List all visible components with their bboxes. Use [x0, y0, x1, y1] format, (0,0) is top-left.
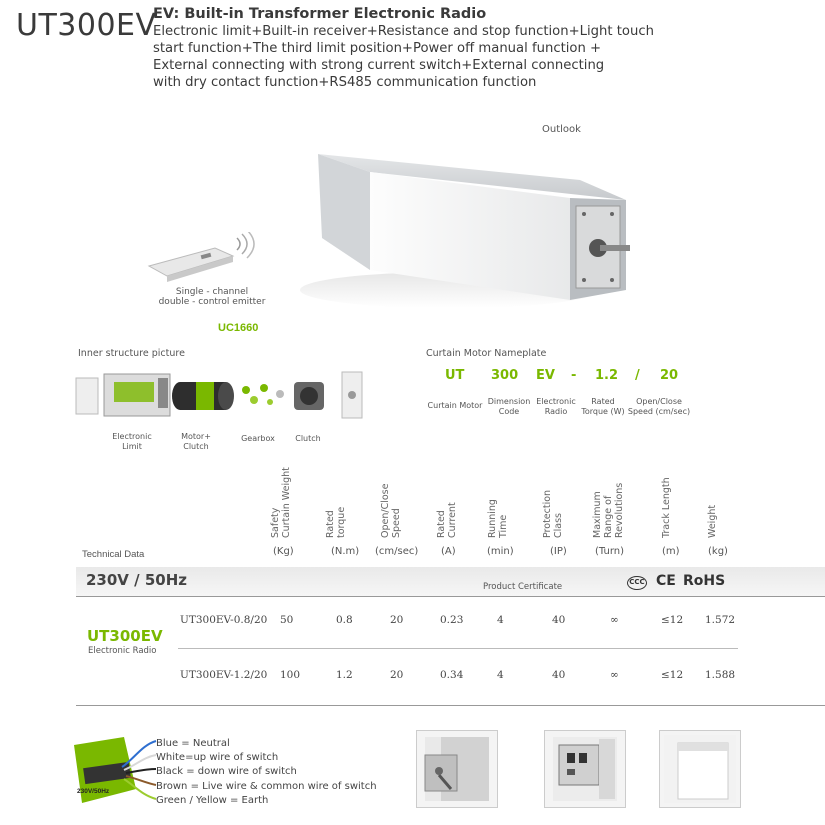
column-unit: (m) — [662, 546, 680, 557]
emitter-label: double - control emitter — [158, 297, 266, 307]
nameplate-code-speed: 20 — [660, 368, 679, 383]
cell-safety-weight: 50 — [280, 614, 294, 626]
wire-label-green-yellow: Green / Yellow = Earth — [156, 795, 269, 806]
row-model: UT300EV-1.2/20 — [180, 669, 268, 681]
model-group-title: UT300EV — [87, 627, 163, 645]
column-header-running-time: Running Time — [487, 499, 509, 538]
product-photo-end-manual — [416, 730, 498, 808]
cell-max-revolutions: ∞ — [610, 614, 619, 626]
description-line: with dry contact function+RS485 communication function — [153, 75, 537, 90]
wiring-plate-label: 230V/50Hz — [77, 788, 110, 795]
model-group-subtitle: Electronic Radio — [88, 646, 157, 656]
part-label-motor-clutch: Motor+ Clutch — [181, 432, 211, 451]
row-model: UT300EV-0.8/20 — [180, 614, 268, 626]
rohs-mark-icon: RoHS — [683, 573, 726, 589]
technical-data-label: Technical Data — [82, 549, 145, 560]
column-header-protection-class: Protection Class — [542, 489, 564, 538]
wire-label-black: Black = down wire of switch — [156, 766, 297, 777]
cell-running-time: 4 — [497, 614, 504, 626]
cell-running-time: 4 — [497, 669, 504, 681]
cell-weight: 1.588 — [705, 669, 736, 681]
column-header-safety-weight: Safety Curtain Weight — [270, 467, 292, 538]
product-subtitle: EV: Built-in Transformer Electronic Radio — [153, 6, 487, 22]
product-photo-cover — [659, 730, 741, 808]
cell-track-length: ≤12 — [661, 614, 684, 626]
cell-rated-current: 0.23 — [440, 614, 464, 626]
column-unit: (Turn) — [595, 546, 625, 557]
nameplate-code-dimension: 300 — [491, 368, 519, 383]
column-header-speed: Open/Close Speed — [380, 483, 402, 538]
cell-speed: 20 — [390, 614, 404, 626]
nameplate-label: Dimension Code — [487, 397, 531, 416]
cell-protection-class: 40 — [552, 614, 566, 626]
cell-rated-current: 0.34 — [440, 669, 464, 681]
column-header-track-length: Track Length — [661, 477, 672, 538]
part-label-clutch: Clutch — [295, 434, 321, 443]
description-line: start function+The third limit position+Power off manual function + — [153, 41, 602, 56]
nameplate-code-dash: - — [571, 368, 577, 383]
cell-speed: 20 — [390, 669, 404, 681]
table-divider — [76, 596, 825, 597]
column-unit: (N.m) — [331, 546, 360, 557]
cell-safety-weight: 100 — [280, 669, 301, 681]
column-unit: (cm/sec) — [375, 546, 419, 557]
product-certificate-label: Product Certificate — [483, 582, 563, 592]
nameplate-label: Open/Close Speed (cm/sec) — [627, 397, 691, 416]
voltage-label: 230V / 50Hz — [86, 571, 188, 589]
cell-track-length: ≤12 — [661, 669, 684, 681]
column-header-max-revolutions: Maximum Range of Revolutions — [592, 482, 625, 538]
wiring-diagram-icon — [72, 735, 158, 807]
column-header-weight: Weight — [707, 504, 718, 538]
column-unit: (kg) — [708, 546, 728, 557]
wire-label-blue: Blue = Neutral — [156, 738, 230, 749]
nameplate-label: Curtain Motor — [427, 401, 483, 410]
cell-max-revolutions: ∞ — [610, 669, 619, 681]
wire-label-brown: Brown = Live wire & common wire of switch — [156, 781, 377, 792]
description-line: Electronic limit+Built-in receiver+Resistance and stop function+Light touch — [153, 24, 654, 39]
ccc-mark-icon: CCC — [627, 576, 647, 590]
column-unit: (Kg) — [273, 546, 294, 557]
inner-structure-title: Inner structure picture — [78, 348, 185, 359]
nameplate-code-series: UT — [445, 368, 465, 383]
remote-emitter-image — [145, 232, 260, 287]
nameplate-code-radio: EV — [536, 368, 555, 383]
outlook-label: Outlook — [542, 124, 581, 135]
nameplate-title: Curtain Motor Nameplate — [426, 348, 547, 359]
wire-label-white: White=up wire of switch — [156, 752, 279, 763]
inner-structure-image — [74, 368, 370, 426]
column-unit: (IP) — [550, 546, 567, 557]
row-divider — [178, 648, 738, 649]
product-photo-end-plate — [544, 730, 626, 808]
cell-weight: 1.572 — [705, 614, 736, 626]
nameplate-code-slash: / — [635, 368, 640, 383]
cell-rated-torque: 1.2 — [336, 669, 353, 681]
emitter-label: Single - channel — [175, 287, 249, 297]
model-title: UT300EV — [16, 8, 157, 43]
column-header-rated-current: Rated Current — [436, 502, 458, 538]
emitter-model: UC1660 — [218, 322, 259, 334]
ce-mark-icon: CE — [656, 573, 676, 589]
table-divider — [76, 705, 825, 706]
cell-protection-class: 40 — [552, 669, 566, 681]
column-unit: (A) — [441, 546, 456, 557]
nameplate-label: Rated Torque (W) — [581, 397, 625, 416]
part-label-electronic-limit: Electronic Limit — [112, 432, 152, 451]
nameplate-code-torque: 1.2 — [595, 368, 619, 383]
column-unit: (min) — [487, 546, 514, 557]
nameplate-label: Electronic Radio — [536, 397, 576, 416]
description-line: External connecting with strong current switch+External connecting — [153, 58, 605, 73]
part-label-gearbox: Gearbox — [241, 434, 275, 443]
column-header-rated-torque: Rated torque — [325, 506, 347, 538]
motor-outlook-image — [300, 140, 640, 320]
cell-rated-torque: 0.8 — [336, 614, 353, 626]
